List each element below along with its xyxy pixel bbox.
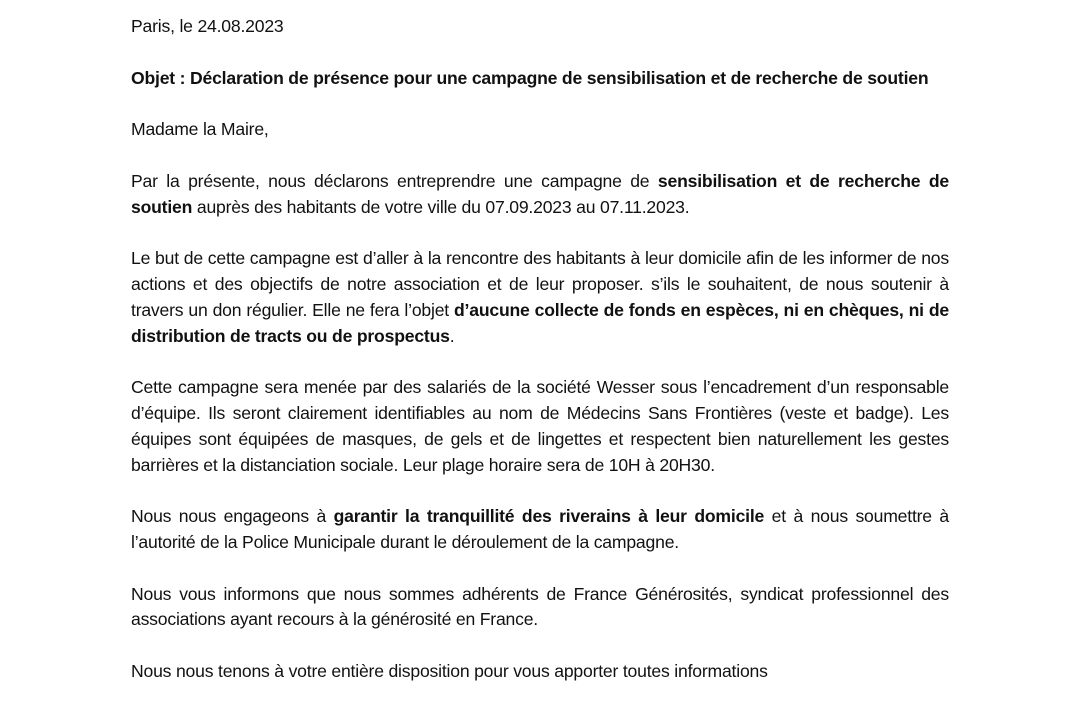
- place-date: Paris, le 24.08.2023: [131, 16, 284, 36]
- paragraph-closing: Nous nous tenons à votre entière disposition pour vous apporter toutes informations: [131, 660, 768, 681]
- subject-text: Objet : Déclaration de présence pour une campagne de sensibilisation et de recherche de soutien: [131, 67, 929, 88]
- paragraph-staff: Cette campagne sera menée par des salariés de la société Wesser sous l’encadrement d’un responsable d’équipe. Ils seront clairement identifiables au nom de Médecins Sans Frontières (veste et badge). Les équipes sont équipées de masques, de gels et de lingettes et respectent bien naturellement les gestes barrières et la distanciation sociale. Leur plage horaire sera de 10H à 20H30.: [131, 377, 949, 475]
- paragraph-declaration-text-1: Par la présente, nous déclarons entreprendre une campagne de: [131, 170, 658, 191]
- paragraph-purpose: [131, 246, 949, 349]
- paragraph-commitment: [131, 504, 949, 556]
- paragraph-declaration-text-2: auprès des habitants de votre ville du 07.09.2023 au 07.11.2023.: [192, 196, 690, 217]
- subject-line: [131, 66, 949, 92]
- salutation: Madame la Maire,: [131, 119, 269, 140]
- paragraph-purpose-text-2: .: [449, 325, 455, 346]
- paragraph-commitment-text-1: Nous nous engageons à: [131, 506, 334, 527]
- paragraph-declaration: [131, 169, 949, 221]
- paragraph-commitment-text-2: et à nous soumettre à l’autorité de la Police Municipale durant le déroulement de la campagne.: [131, 506, 949, 552]
- letter-body: [131, 14, 949, 711]
- paragraph-purpose-bold: d’aucune collecte de fonds en espèces, ni en chèques, ni de distribution de tracts ou de prospectus: [131, 299, 949, 346]
- paragraph-declaration-bold: sensibilisation et de recherche de soutien: [131, 170, 949, 217]
- paragraph-commitment-bold: garantir la tranquillité des riverains à leur domicile: [333, 506, 765, 527]
- paragraph-purpose-text-1: Le but de cette campagne est d’aller à la rencontre des habitants à leur domicile afin de les informer de nos actions et des objectifs de notre association et de leur proposer. s’ils le souhaitent, de nous soutenir à travers un don régulier. Elle ne fera l’objet: [131, 248, 949, 320]
- paragraph-membership: Nous vous informons que nous sommes adhérents de France Générosités, syndicat professionnel des associations ayant recours à la générosité en France.: [131, 583, 949, 630]
